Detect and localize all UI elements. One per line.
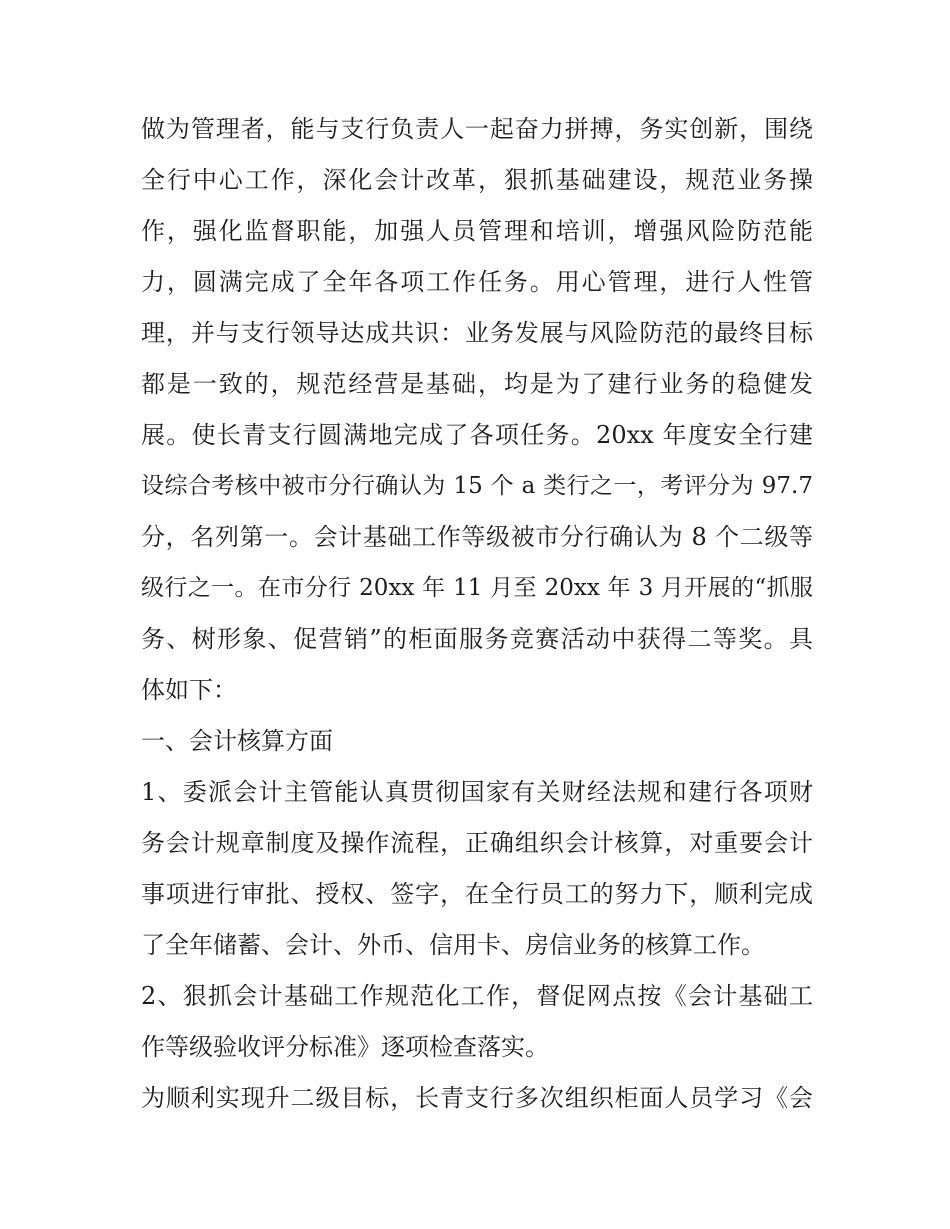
text-line-2: 全行中心工作，深化会计改革，狠抓基础建设，规范业务操	[141, 166, 813, 194]
document-body	[141, 104, 813, 1124]
text-line-7: 展。使长青支行圆满地完成了各项任务。20xx 年度安全行建	[141, 421, 813, 449]
text-line-20: 为顺利实现升二级目标，长青支行多次组织柜面人员学习《会	[141, 1084, 813, 1112]
text-line-3: 作，强化监督职能，加强人员管理和培训，增强风险防范能	[141, 217, 813, 245]
text-line-9: 分，名列第一。会计基础工作等级被市分行确认为 8 个二级等	[141, 523, 813, 551]
text-line-10: 级行之一。在市分行 20xx 年 11 月至 20xx 年 3 月开展的“抓服	[141, 575, 813, 601]
text-line-19: 作等级验收评分标准》逐项检查落实。	[141, 1033, 549, 1061]
text-line-16: 事项进行审批、授权、签字，在全行员工的努力下，顺利完成	[141, 880, 813, 908]
text-line-15: 务会计规章制度及操作流程，正确组织会计核算，对重要会计	[141, 829, 813, 857]
section-heading: 一、会计核算方面	[141, 727, 333, 755]
text-line-11: 务、树形象、促营销”的柜面服务竞赛活动中获得二等奖。具	[141, 625, 813, 653]
text-line-17: 了全年储蓄、会计、外币、信用卡、房信业务的核算工作。	[141, 931, 765, 959]
text-line-5: 理，并与支行领导达成共识：业务发展与风险防范的最终目标	[141, 319, 813, 347]
text-line-4: 力，圆满完成了全年各项工作任务。用心管理，进行人性管	[141, 268, 813, 296]
text-line-18: 2、狠抓会计基础工作规范化工作，督促网点按《会计基础工	[141, 982, 813, 1010]
text-line-8: 设综合考核中被市分行确认为 15 个 a 类行之一，考评分为 97.7	[141, 473, 813, 499]
text-line-14: 1、委派会计主管能认真贯彻国家有关财经法规和建行各项财	[141, 778, 813, 806]
text-line-6: 都是一致的，规范经营是基础，均是为了建行业务的稳健发	[141, 370, 813, 398]
text-line-1: 做为管理者，能与支行负责人一起奋力拼搏，务实创新，围绕	[141, 115, 813, 143]
text-line-12: 体如下：	[141, 676, 237, 704]
